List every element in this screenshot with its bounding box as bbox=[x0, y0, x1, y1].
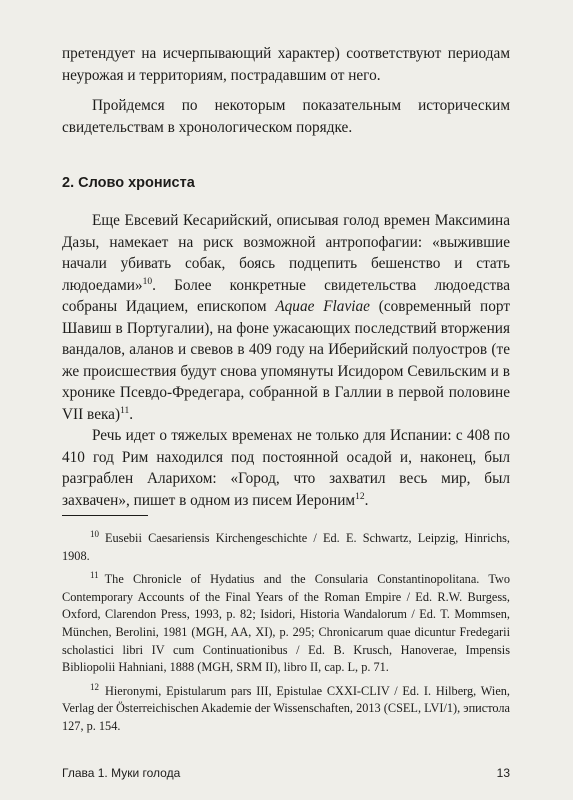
paragraph-chronology-intro bbox=[62, 95, 510, 138]
footnotes bbox=[62, 530, 510, 742]
paragraph-walk: Пройдемся по некоторым показательным историческим свидетельствам в хронологическом порядке. bbox=[62, 97, 510, 136]
footnote-11 bbox=[62, 571, 510, 677]
footnote-text: Hieronymi, Epistularum pars III, Epistulae CXXI-CLIV / Ed. I. Hilberg, Wien, Verlag der Österreichischen Akademie der Wissenschaften, 2013 (CSEL, LVI/1), эпистола 127, p. 154. bbox=[62, 683, 510, 733]
text-run: . bbox=[364, 491, 369, 509]
footnote-12 bbox=[62, 683, 510, 736]
paragraph-top: претендует на исчерпывающий характер) соответствуют периодам неурожая и территориям, пострадавшим от него. bbox=[62, 45, 510, 84]
footnote-ref-12[interactable]: 12 bbox=[355, 491, 365, 502]
page-footer bbox=[62, 766, 510, 780]
footnote-number: 11 bbox=[90, 570, 99, 581]
text-run: (современный порт Шавиш в Португалии), на фоне ужасающих последствий вторжения вандалов, аланов и свевов в 409 году на Иберийский полуостров (те же происшествия будут снова упомянуты Исидором Севильским и в хронике Псевдо-Фредегара, собранной в Галлии в первой половине VII века) bbox=[62, 298, 510, 423]
running-head-chapter: Глава 1. Муки голода bbox=[62, 766, 181, 780]
paragraph-rome bbox=[62, 425, 510, 511]
footnote-number: 12 bbox=[90, 681, 99, 692]
text-run: . bbox=[129, 405, 134, 423]
footnote-10 bbox=[62, 530, 510, 565]
paragraph-continuation bbox=[62, 43, 510, 86]
text-run: . Более конкретные свидетельства людоедства собраны Идацием, епископом bbox=[62, 276, 510, 315]
footnote-text: The Chronicle of Hydatius and the Consularia Constantinopolitana. Two Contemporary Accounts of the Final Years of the Roman Empire / Ed. R.W. Burgess, Oxford, Clarendon Press, 1993, p. 82; Isidori, Historia Wandalorum / Ed. T. Mommsen, München, Berolini, 1981 (MGH, AA, XI), p. 295; Chronicarum quae dicuntur Fredegarii scholastici libri IV cum Continuationibus / Ed. B. Krusch, Hanoverae, Impensis Bibliopolii Hahniani, 1888 (MGH, SRM II), libro II, cap. L, p. 71. bbox=[62, 572, 510, 675]
footnote-number: 10 bbox=[90, 528, 99, 539]
italic-place-name: Aquae Flaviae bbox=[275, 298, 370, 315]
paragraph-eusebius bbox=[62, 210, 510, 425]
section-heading: 2. Слово хрониста bbox=[62, 175, 195, 191]
footnote-text: Eusebii Caesariensis Kirchengeschichte / Ed. E. Schwartz, Leipzig, Hinrichs, 1908. bbox=[62, 531, 510, 563]
main-text bbox=[62, 210, 510, 511]
text-run: Еще Евсевий Кесарийский, описывая голод времен Максимина Дазы, намекает на риск возможной антропофагии: «выжившие начали убивать собак, боясь подцепить бешенство и стать людоедами» bbox=[62, 212, 510, 294]
text-run: Речь идет о тяжелых временах не только для Испании: с 408 по 410 год Рим находился под постоянной осадой и, наконец, был разграблен Аларихом: «Город, что захватил весь мир, был захвачен», пишет в одном из писем Иероним bbox=[62, 427, 510, 509]
footnote-ref-11[interactable]: 11 bbox=[120, 405, 130, 416]
footnote-ref-10[interactable]: 10 bbox=[142, 276, 153, 287]
page-number: 13 bbox=[496, 766, 510, 780]
footnote-separator bbox=[62, 515, 148, 516]
